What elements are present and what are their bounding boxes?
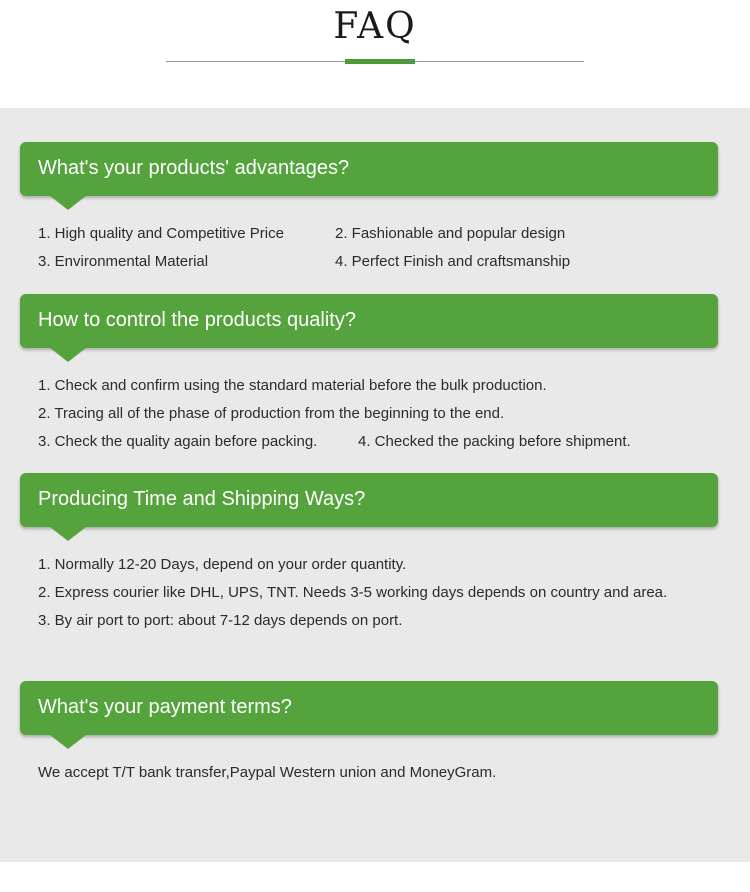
answer-item: 1. High quality and Competitive Price: [38, 225, 284, 242]
answer-item: 4. Checked the packing before shipment.: [358, 433, 631, 450]
answer-item: 1. Check and confirm using the standard material before the bulk production.: [38, 377, 547, 394]
answer-item: 3. Check the quality again before packing.: [38, 433, 318, 450]
answer-item: 2. Fashionable and popular design: [335, 225, 566, 242]
faq-question-label: What's your products' advantages?: [38, 157, 350, 179]
answer-item: 3. Environmental Material: [38, 253, 209, 270]
faq-question-label: How to control the products quality?: [38, 309, 356, 331]
faq-question-label: Producing Time and Shipping Ways?: [38, 488, 366, 510]
faq-question-label: What's your payment terms?: [38, 696, 292, 718]
answer-item: 4. Perfect Finish and craftsmanship: [335, 253, 571, 270]
title-accent-bar: [345, 59, 415, 64]
faq-question-advantages[interactable]: [20, 142, 718, 196]
faq-question-payment[interactable]: [20, 681, 718, 735]
answer-item: 2. Tracing all of the phase of production from the beginning to the end.: [38, 405, 505, 422]
answer-item: We accept T/T bank transfer,Paypal Western union and MoneyGram.: [38, 764, 497, 781]
faq-question-shipping[interactable]: [20, 473, 718, 527]
answer-item: 1. Normally 12-20 Days, depend on your order quantity.: [38, 556, 407, 573]
page-title: FAQ: [333, 6, 417, 47]
faq-header: [0, 0, 750, 108]
answer-item: 2. Express courier like DHL, UPS, TNT. Needs 3-5 working days depends on country and area.: [38, 584, 668, 601]
faq-question-quality[interactable]: [20, 294, 718, 348]
answer-item: 3. By air port to port: about 7-12 days depends on port.: [38, 612, 403, 629]
